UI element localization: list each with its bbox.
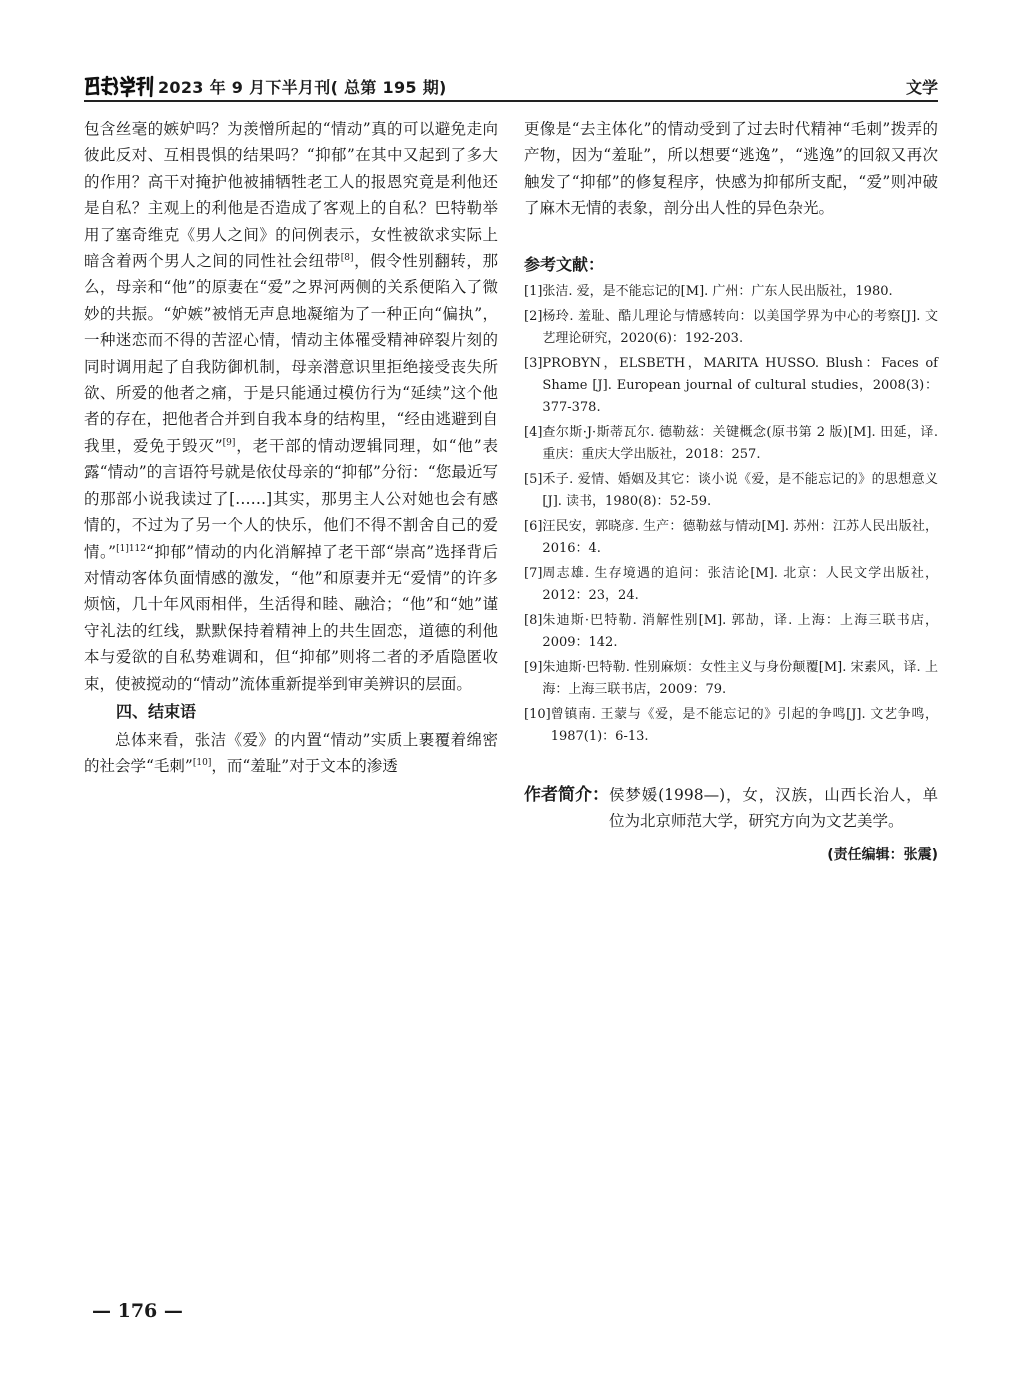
section-label: 文学 [905,78,938,97]
reference-item: [2] 杨玲. 羞耻、酷儿理论与情感转向：以美国学界为中心的考察[J]. 文艺理论研究，2020(6)：192-203. [524,308,938,346]
author-bio [524,782,938,835]
reference-item: [9] 朱迪斯·巴特勒. 性别麻烦：女性主义与身份颠覆[M]. 宋素风，译. 上海：上海三联书店，2009：79. [524,659,938,697]
journal-logo [84,74,154,98]
reference-item: [7] 周志雄. 生存境遇的追问：张洁论[M]. 北京：人民文学出版社，2012：23，24. [524,565,938,603]
citation-mark: [1]112 [116,543,147,554]
reference-item: [5] 禾子. 爱情、婚姻及其它：谈小说《爱，是不能忘记的》的思想意义[J]. 读书，1980(8)：52-59. [524,471,938,509]
citation-mark: [9] [222,437,236,448]
citation-mark: [10] [192,758,212,769]
page-number: — 176 — [92,1300,183,1322]
header-rule [84,100,938,102]
issue-info: 2023 年 9 月下半月刊( 总第 195 期) [158,78,447,97]
responsible-editor: (责任编辑：张震) [827,847,938,864]
citation-mark: [8] [340,252,354,263]
body-paragraph: 更像是“去主体化”的情动受到了过去时代精神“毛刺”拨弄的产物，因为“羞耻”，所以想要“逃逸”，“逃逸”的回叙又再次触发了“抑郁”的修复程序，快感为抑郁所支配，“爱”则冲破了麻木无情的表象，剖分出人性的异色杂光。 [524,120,938,218]
reference-list [524,281,938,748]
left-column [84,116,498,780]
running-header [84,74,938,100]
right-column [524,116,938,864]
body-paragraph: 包含丝毫的嫉妒吗？为羡憎所起的“情动”真的可以避免走向彼此反对、互相畏惧的结果吗？“抑郁”在其中又起到了多大的作用？高干对掩护他被捕牺牲老工人的报恩究竟是利他还是自私？主观上的利他是否造成了客观上的自私？巴特勒举用了塞奇维克《男人之间》的问例表示，女性被欲求实际上暗含着两个男人之间的同性社会纽带[8]，假令性别翻转，那么，母亲和“他”的原妻在“爱”之界河两侧的关系便陷入了微妙的共振。“妒嫉”被悄无声息地凝缩为了一种正向“偏执”，一种迷恋而不得的苦涩心情，情动主体罹受精神碎裂片刻的同时调用起了自我防御机制，母亲潜意识里拒绝接受丧失所欲、所爱的他者之痛，于是只能通过模仿行为“延续”这个他者的存在，把他者合并到自我本身的结构里，“经由逃避到自我里，爱免于毁灭”[9]，老干部的情动逻辑同理，如“他”表露“情动”的言语符号就是依仗母亲的“抑郁”分衍：“您最近写的那部小说我读过了[……]其实，那男主人公对她也会有感情的，不过为了另一个人的快乐，他们不得不割舍自己的爱情。”$^{[1]112}$“抑郁”情动的内化消解掉了老干部“崇高”选择背后对情动客体负面情感的激发，“他”和原妻并无“爱情”的许多烦恼，几十年风雨相伴，生活得和睦、融洽；“他”和“她”谨守礼法的红线，默默保持着精神上的共生固恋，道德的利他本与爱欲的自私势难调和，但“抑郁”则将二者的矛盾隐匿收束，使被搅动的“情动”流体重新提举到审美辨识的层面。 [84,120,498,693]
reference-item: [3] PROBYN，ELSBETH，MARITA HUSSO. Blush：Faces of Shame [J]. European journal of cultural studies，2008(3)：377-378. [524,355,938,415]
reference-item: [1] 张洁. 爱，是不能忘记的[M]. 广州：广东人民出版社，1980. [524,283,893,299]
author-bio-label: 作者简介： [524,784,609,805]
reference-item: [4] 查尔斯·J·斯蒂瓦尔. 德勒兹：关键概念(原书第 2 版)[M]. 田延，译. 重庆：重庆大学出版社，2018：257. [524,424,938,462]
reference-item: [6] 汪民安，郭晓彦. 生产：德勒兹与情动[M]. 苏州：江苏人民出版社，2016：4. [524,518,938,556]
author-bio-text: 侯梦媛(1998—)，女，汉族，山西长治人，单位为北京师范大学，研究方向为文艺美学。 [609,785,938,831]
body-paragraph: 总体来看，张洁《爱》的内置“情动”实质上裹覆着绵密的社会学“毛刺”[10]，而“羞耻”对于文本的渗透 [84,730,498,776]
section-heading: 四、结束语 [116,701,197,721]
reference-item: [8] 朱迪斯·巴特勒. 消解性别[M]. 郭劼，译. 上海：上海三联书店，2009：142. [524,612,938,650]
reference-item: [10] 曾镇南. 王蒙与《爱，是不能忘记的》引起的争鸣[J]. 文艺争鸣，1987(1)：6-13. [524,706,938,744]
references-title: 参考文献： [524,254,605,274]
